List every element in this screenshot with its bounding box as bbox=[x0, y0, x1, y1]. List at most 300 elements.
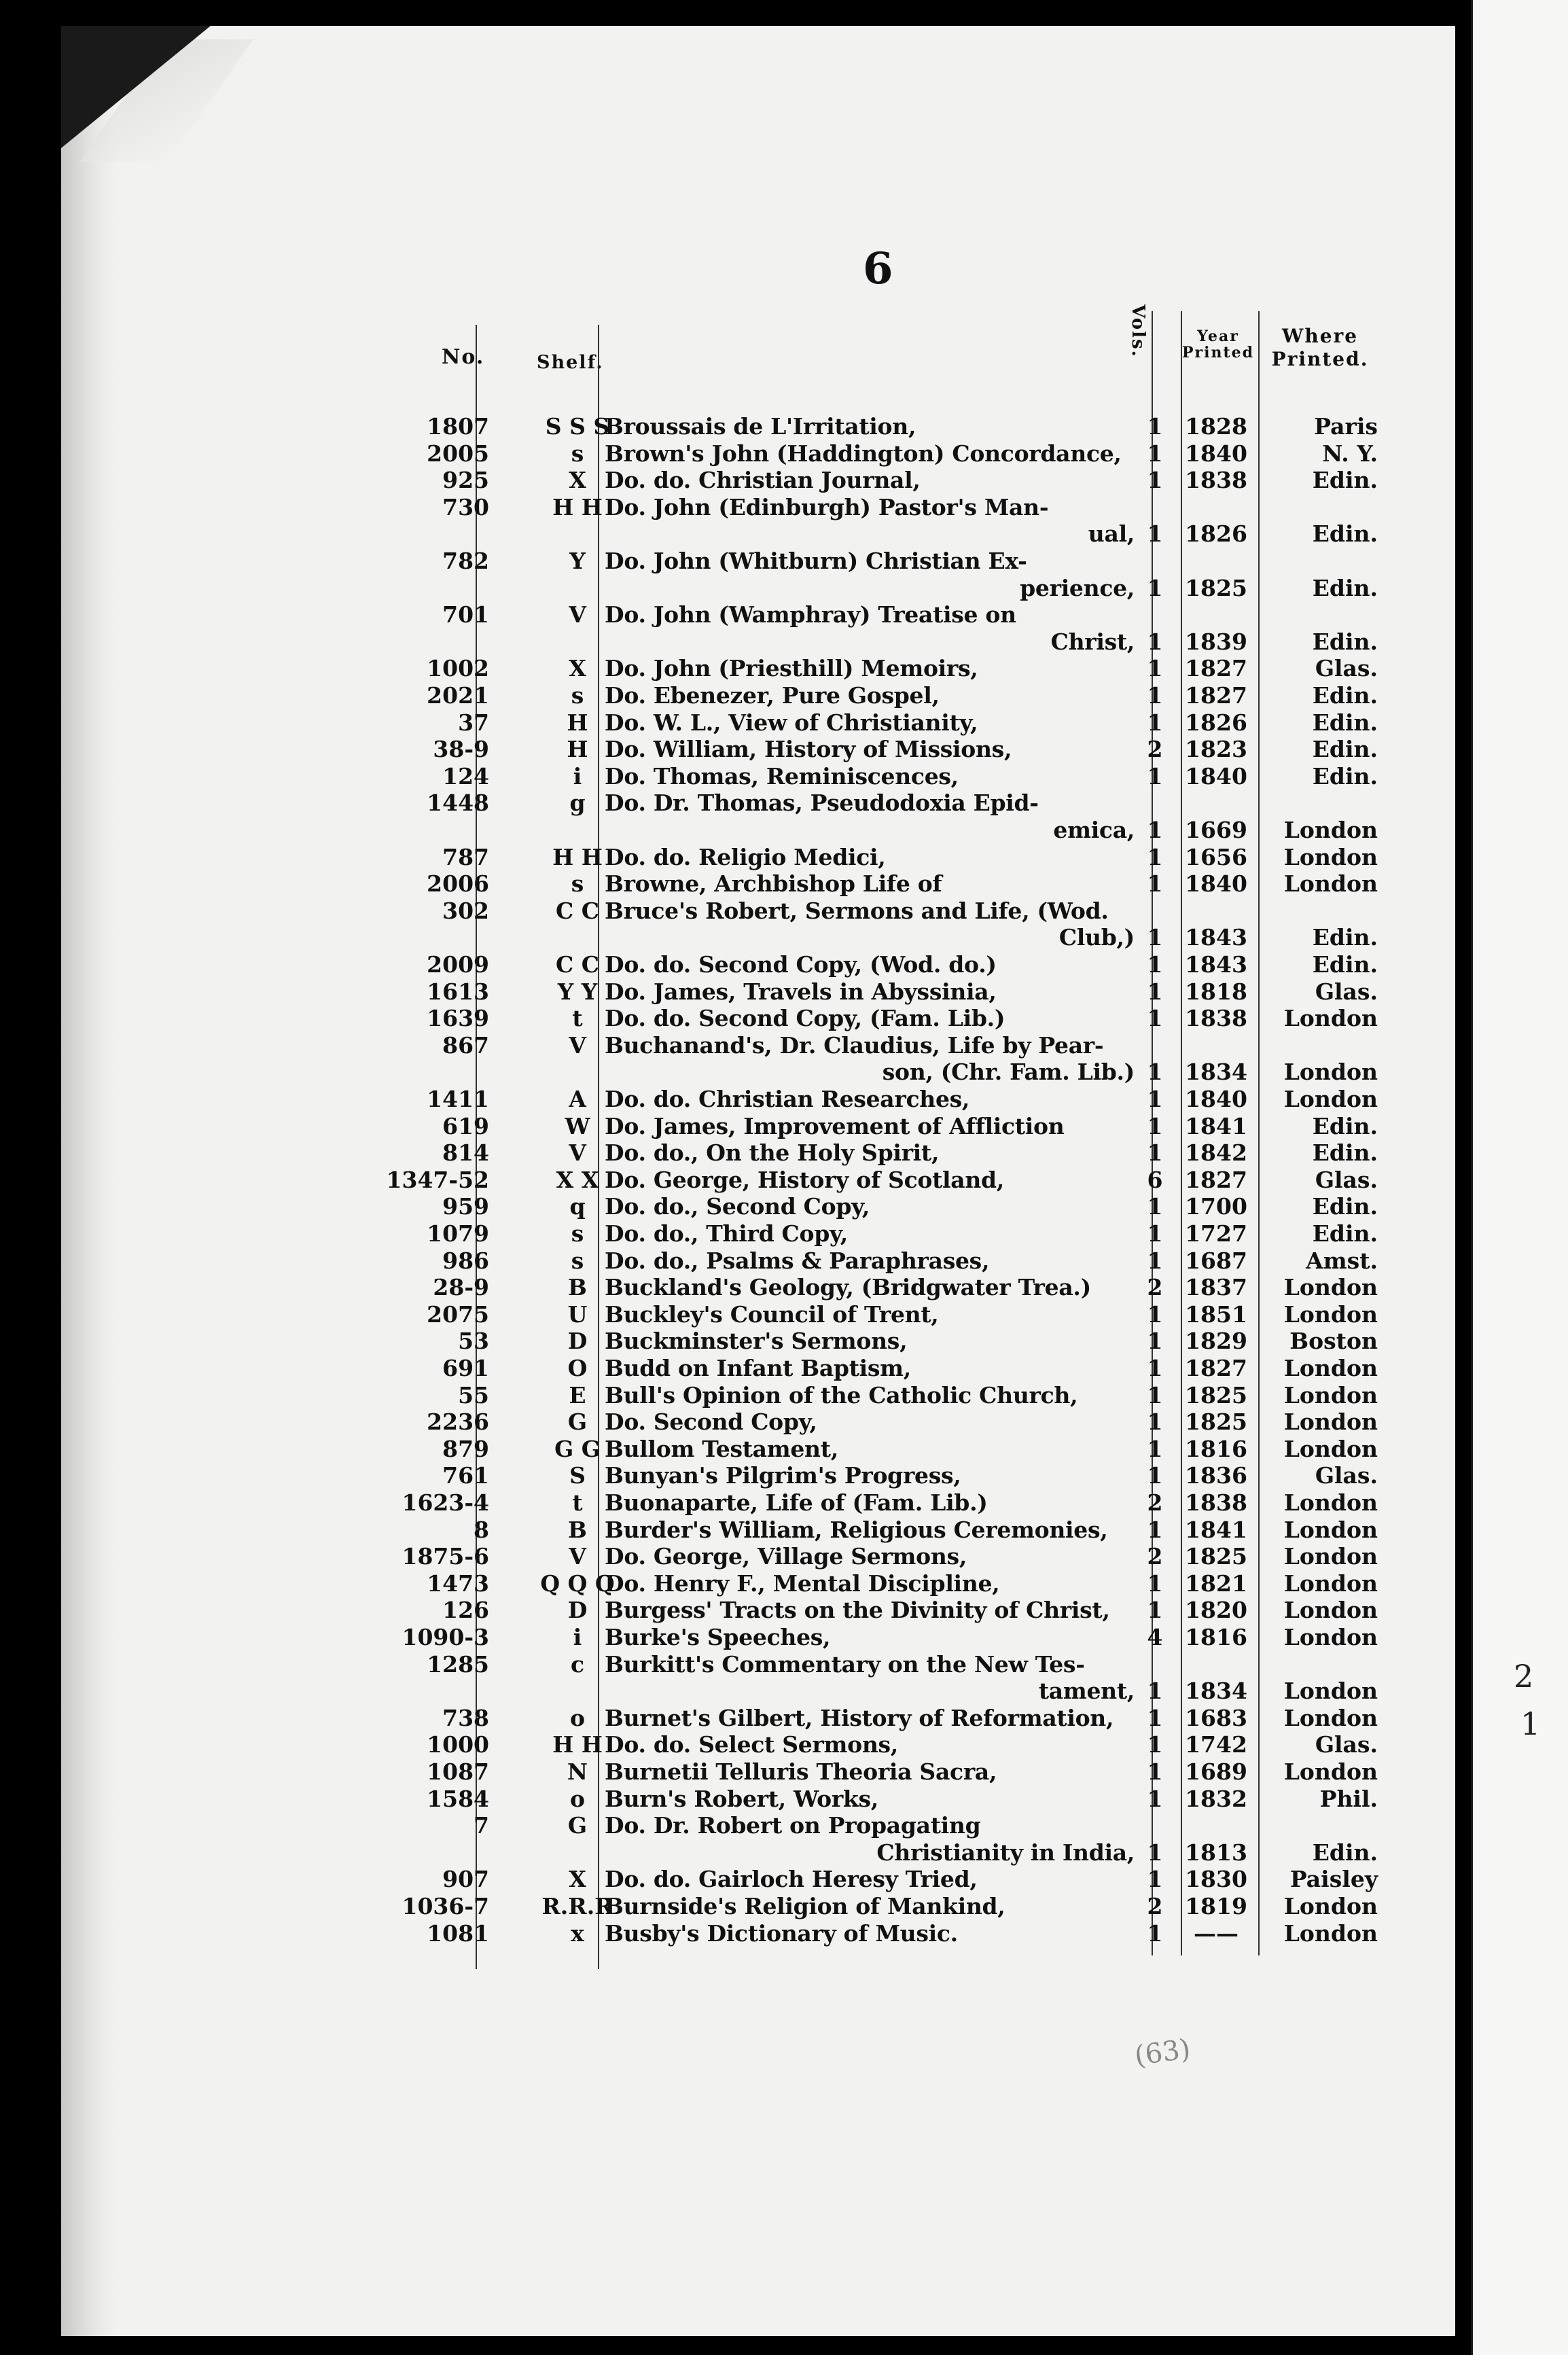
table-row bbox=[61, 1517, 1406, 1544]
shelf-mark: Q Q Q bbox=[540, 1570, 615, 1597]
place-printed: Edin. bbox=[1312, 467, 1378, 494]
shelf-mark: U bbox=[567, 1300, 588, 1328]
table-row bbox=[61, 898, 1406, 925]
entry-title: Do. John (Edinburgh) Pastor's Man- bbox=[605, 493, 1049, 520]
entry-number: 55 bbox=[458, 1381, 489, 1409]
year-printed: 1700 bbox=[1185, 1193, 1247, 1220]
entry-title: Do. Thomas, Reminiscences, bbox=[605, 762, 959, 790]
place-printed: Phil. bbox=[1319, 1785, 1378, 1812]
table-row bbox=[61, 1409, 1406, 1436]
year-printed: 1834 bbox=[1185, 1059, 1247, 1086]
table-row bbox=[61, 1597, 1406, 1624]
place-printed: Boston bbox=[1289, 1328, 1378, 1355]
place-printed: Edin. bbox=[1312, 1220, 1378, 1247]
entry-number: 1639 bbox=[427, 1005, 489, 1032]
volume-count: 1 bbox=[1147, 1139, 1163, 1167]
year-printed: 1821 bbox=[1185, 1570, 1247, 1597]
place-printed: London bbox=[1283, 1893, 1378, 1919]
place-printed: Edin. bbox=[1312, 924, 1378, 951]
entry-number: 782 bbox=[442, 548, 489, 574]
entry-title: Do. James, Improvement of Affliction bbox=[605, 1112, 1065, 1139]
entry-title: Buchanand's, Dr. Claudius, Life by Pear- bbox=[605, 1031, 1104, 1059]
year-printed: 1827 bbox=[1185, 1355, 1247, 1381]
shelf-mark: E bbox=[569, 1381, 586, 1409]
volume-count: 1 bbox=[1147, 762, 1163, 790]
place-printed: Glas. bbox=[1315, 1462, 1378, 1489]
volume-count: 1 bbox=[1147, 1247, 1163, 1274]
entry-title: Broussais de L'Irritation, bbox=[605, 413, 916, 440]
place-printed: Paris bbox=[1314, 413, 1378, 440]
table-row bbox=[61, 1570, 1406, 1597]
shelf-mark: S bbox=[569, 1462, 586, 1489]
year-printed: 1839 bbox=[1185, 628, 1247, 655]
entry-number: 879 bbox=[442, 1435, 489, 1462]
year-printed: —— bbox=[1194, 1919, 1239, 1947]
place-printed: N. Y. bbox=[1322, 440, 1378, 467]
place-printed: London bbox=[1283, 1409, 1378, 1436]
entry-title: Burnetii Telluris Theoria Sacra, bbox=[605, 1758, 997, 1785]
table-row bbox=[61, 575, 1406, 602]
table-row bbox=[61, 1920, 1406, 1947]
header-year: Year Printed bbox=[1181, 327, 1255, 361]
entry-title: Do. Henry F., Mental Discipline, bbox=[605, 1570, 1000, 1597]
place-printed: Edin. bbox=[1312, 736, 1378, 763]
volume-count: 1 bbox=[1147, 709, 1163, 736]
table-row bbox=[61, 1705, 1406, 1732]
volume-count: 1 bbox=[1147, 1704, 1163, 1731]
entry-number: 730 bbox=[442, 493, 489, 520]
shelf-mark: S S S bbox=[545, 413, 610, 440]
table-row bbox=[61, 790, 1406, 817]
table-row bbox=[61, 1301, 1406, 1328]
shelf-mark: s bbox=[571, 682, 584, 709]
volume-count: 1 bbox=[1147, 1086, 1163, 1112]
entry-title: Burgess' Tracts on the Divinity of Christ, bbox=[605, 1597, 1110, 1624]
volume-count: 1 bbox=[1147, 1597, 1163, 1624]
shelf-mark: X X bbox=[556, 1166, 599, 1193]
year-printed: 1742 bbox=[1185, 1731, 1247, 1758]
place-printed: Glas. bbox=[1315, 1166, 1378, 1193]
year-printed: 1840 bbox=[1185, 440, 1247, 467]
shelf-mark: H H bbox=[552, 843, 603, 870]
entry-title: Do. John (Priesthill) Memoirs, bbox=[605, 655, 978, 682]
year-printed: 1727 bbox=[1185, 1220, 1247, 1247]
year-printed: 1825 bbox=[1185, 574, 1247, 601]
table-row bbox=[61, 978, 1406, 1006]
place-printed: London bbox=[1283, 1624, 1378, 1650]
volume-count: 1 bbox=[1147, 1328, 1163, 1355]
table-row bbox=[61, 1355, 1406, 1382]
entry-title: Bullom Testament, bbox=[605, 1435, 838, 1462]
entry-number: 28-9 bbox=[433, 1274, 489, 1301]
place-printed: London bbox=[1283, 1543, 1378, 1570]
shelf-mark: t bbox=[572, 1005, 583, 1032]
table-row bbox=[61, 1220, 1406, 1247]
entry-number: 814 bbox=[442, 1139, 489, 1167]
volume-count: 1 bbox=[1147, 1381, 1163, 1409]
shelf-mark: V bbox=[569, 601, 586, 628]
entry-title: son, (Chr. Fam. Lib.) bbox=[882, 1059, 1135, 1086]
shelf-mark: s bbox=[571, 1247, 584, 1274]
year-printed: 1843 bbox=[1185, 951, 1247, 978]
volume-count: 1 bbox=[1147, 817, 1163, 843]
table-row bbox=[61, 628, 1406, 656]
volume-count: 1 bbox=[1147, 574, 1163, 601]
year-printed: 1843 bbox=[1185, 924, 1247, 951]
shelf-mark: s bbox=[571, 1220, 584, 1247]
place-printed: London bbox=[1283, 1919, 1378, 1947]
shelf-mark: R.R.R bbox=[541, 1893, 613, 1919]
table-row bbox=[61, 1462, 1406, 1489]
table-row bbox=[61, 494, 1406, 521]
place-printed: Edin. bbox=[1312, 628, 1378, 655]
year-printed: 1834 bbox=[1185, 1678, 1247, 1705]
volume-count: 1 bbox=[1147, 1193, 1163, 1220]
shelf-mark: V bbox=[569, 1139, 586, 1167]
place-printed: London bbox=[1283, 1086, 1378, 1112]
year-printed: 1842 bbox=[1185, 1139, 1247, 1167]
shelf-mark: B bbox=[568, 1274, 587, 1301]
volume-count: 1 bbox=[1147, 1731, 1163, 1758]
entry-title: Do. do. Christian Journal, bbox=[605, 467, 921, 494]
entry-number: 1875-6 bbox=[402, 1543, 489, 1570]
entry-title: Do. George, Village Sermons, bbox=[605, 1543, 967, 1570]
table-row bbox=[61, 1758, 1406, 1786]
table-row bbox=[61, 817, 1406, 844]
table-row bbox=[61, 1086, 1406, 1113]
volume-count: 1 bbox=[1147, 1462, 1163, 1489]
year-printed: 1820 bbox=[1185, 1597, 1247, 1624]
shelf-mark: D bbox=[567, 1597, 588, 1624]
entry-title: Budd on Infant Baptism, bbox=[605, 1355, 911, 1381]
entry-title: Do. do. Select Sermons, bbox=[605, 1731, 898, 1758]
volume-count: 1 bbox=[1147, 843, 1163, 870]
entry-number: 37 bbox=[458, 709, 489, 736]
header-where: Where Printed. bbox=[1271, 325, 1369, 370]
place-printed: London bbox=[1283, 1570, 1378, 1597]
entry-number: 1411 bbox=[427, 1086, 489, 1112]
place-printed: Edin. bbox=[1312, 1839, 1378, 1866]
shelf-mark: N bbox=[567, 1758, 588, 1785]
table-row bbox=[61, 1005, 1406, 1032]
entry-title: Buckland's Geology, (Bridgwater Trea.) bbox=[605, 1274, 1091, 1301]
year-printed: 1826 bbox=[1185, 709, 1247, 736]
shelf-mark: B bbox=[568, 1516, 587, 1543]
volume-count: 1 bbox=[1147, 1112, 1163, 1139]
volume-count: 2 bbox=[1147, 1893, 1163, 1919]
entry-title: Do. James, Travels in Abyssinia, bbox=[605, 978, 997, 1005]
table-row bbox=[61, 1786, 1406, 1813]
volume-count: 1 bbox=[1147, 440, 1163, 467]
shelf-mark: x bbox=[571, 1919, 584, 1947]
entry-number: 2009 bbox=[427, 951, 489, 978]
year-printed: 1841 bbox=[1185, 1516, 1247, 1543]
year-printed: 1813 bbox=[1185, 1839, 1247, 1866]
table-row bbox=[61, 1893, 1406, 1920]
page-number: 6 bbox=[863, 243, 893, 294]
shelf-mark: C C bbox=[555, 951, 600, 978]
place-printed: Edin. bbox=[1312, 574, 1378, 601]
volume-count: 1 bbox=[1147, 1409, 1163, 1436]
entry-number: 1623-4 bbox=[402, 1489, 489, 1516]
place-printed: Glas. bbox=[1315, 1731, 1378, 1758]
entry-number: 38-9 bbox=[433, 736, 489, 763]
header-vols: Vols. bbox=[1128, 304, 1148, 358]
shelf-mark: H bbox=[567, 736, 588, 763]
place-printed: London bbox=[1283, 1300, 1378, 1328]
volume-count: 1 bbox=[1147, 1005, 1163, 1032]
entry-title: Christ, bbox=[1050, 628, 1135, 655]
entry-title: Burkitt's Commentary on the New Tes- bbox=[605, 1650, 1085, 1678]
volume-count: 1 bbox=[1147, 1785, 1163, 1812]
entry-title: Do. do., Psalms & Paraphrases, bbox=[605, 1247, 990, 1274]
entry-title: Do. Dr. Robert on Propagating bbox=[605, 1812, 981, 1839]
entry-number: 126 bbox=[442, 1597, 489, 1624]
table-row bbox=[61, 844, 1406, 871]
volume-count: 1 bbox=[1147, 682, 1163, 709]
volume-count: 1 bbox=[1147, 1758, 1163, 1785]
table-row bbox=[61, 1193, 1406, 1220]
entry-number: 1448 bbox=[427, 790, 489, 817]
entry-title: Do. do. Second Copy, (Fam. Lib.) bbox=[605, 1005, 1005, 1032]
entry-title: Do. Ebenezer, Pure Gospel, bbox=[605, 682, 940, 709]
place-printed: Edin. bbox=[1312, 1139, 1378, 1167]
place-printed: Edin. bbox=[1312, 709, 1378, 736]
year-printed: 1836 bbox=[1185, 1462, 1247, 1489]
volume-count: 2 bbox=[1147, 1274, 1163, 1301]
entry-number: 691 bbox=[442, 1355, 489, 1381]
entry-title: Do. do. Second Copy, (Wod. do.) bbox=[605, 951, 997, 978]
table-row bbox=[61, 1274, 1406, 1301]
shelf-mark: G bbox=[567, 1812, 588, 1839]
volume-count: 1 bbox=[1147, 1516, 1163, 1543]
shelf-mark: o bbox=[569, 1704, 585, 1731]
volume-count: 1 bbox=[1147, 467, 1163, 494]
place-printed: London bbox=[1283, 1381, 1378, 1409]
entry-number: 2236 bbox=[427, 1409, 489, 1436]
place-printed: Edin. bbox=[1312, 682, 1378, 709]
volume-count: 1 bbox=[1147, 1059, 1163, 1086]
year-printed: 1826 bbox=[1185, 520, 1247, 548]
shelf-mark: s bbox=[571, 440, 584, 467]
entry-title: Christianity in India, bbox=[876, 1839, 1135, 1866]
document-page bbox=[61, 26, 1455, 2336]
volume-count: 2 bbox=[1147, 736, 1163, 763]
shelf-mark: W bbox=[565, 1112, 590, 1139]
table-row bbox=[61, 1839, 1406, 1866]
place-printed: London bbox=[1283, 817, 1378, 843]
table-row bbox=[61, 413, 1406, 440]
volume-count: 1 bbox=[1147, 628, 1163, 655]
table-row bbox=[61, 1489, 1406, 1517]
table-row bbox=[61, 1812, 1406, 1839]
entry-number: 761 bbox=[442, 1462, 489, 1489]
table-row bbox=[61, 1247, 1406, 1275]
entry-title: Bruce's Robert, Sermons and Life, (Wod. bbox=[605, 897, 1109, 924]
entry-title: Buonaparte, Life of (Fam. Lib.) bbox=[605, 1489, 988, 1516]
shelf-mark: s bbox=[571, 870, 584, 898]
entry-title: Do. John (Whitburn) Christian Ex- bbox=[605, 548, 1027, 574]
edge-mark: 1 bbox=[1520, 1705, 1541, 1742]
volume-count: 1 bbox=[1147, 1435, 1163, 1462]
shelf-mark: H H bbox=[552, 1731, 603, 1758]
volume-count: 1 bbox=[1147, 1355, 1163, 1381]
place-printed: London bbox=[1283, 1059, 1378, 1086]
margin-note: (63) bbox=[1133, 2033, 1192, 2072]
entry-title: tament, bbox=[1038, 1678, 1135, 1705]
shelf-mark: t bbox=[572, 1489, 583, 1516]
table-row bbox=[61, 924, 1406, 951]
entry-number: 1002 bbox=[427, 655, 489, 682]
entry-title: Bull's Opinion of the Catholic Church, bbox=[605, 1381, 1078, 1409]
shelf-mark: D bbox=[567, 1328, 588, 1355]
year-printed: 1823 bbox=[1185, 736, 1247, 763]
volume-count: 1 bbox=[1147, 1866, 1163, 1893]
entry-title: Burder's William, Religious Ceremonies, bbox=[605, 1516, 1108, 1543]
year-printed: 1669 bbox=[1185, 817, 1247, 843]
year-printed: 1819 bbox=[1185, 1893, 1247, 1919]
place-printed: Edin. bbox=[1312, 1112, 1378, 1139]
place-printed: London bbox=[1283, 1597, 1378, 1624]
year-printed: 1840 bbox=[1185, 870, 1247, 898]
volume-count: 4 bbox=[1147, 1624, 1163, 1650]
entry-title: Do. John (Wamphray) Treatise on bbox=[605, 601, 1016, 628]
entry-number: 959 bbox=[442, 1193, 489, 1220]
entry-number: 7 bbox=[474, 1812, 489, 1839]
entry-number: 738 bbox=[442, 1704, 489, 1731]
year-printed: 1827 bbox=[1185, 655, 1247, 682]
entry-number: 53 bbox=[458, 1328, 489, 1355]
entry-number: 1036-7 bbox=[402, 1893, 489, 1919]
entry-number: 1000 bbox=[427, 1731, 489, 1758]
volume-count: 1 bbox=[1147, 1839, 1163, 1866]
shelf-mark: V bbox=[569, 1543, 586, 1570]
entry-number: 787 bbox=[442, 843, 489, 870]
volume-count: 6 bbox=[1147, 1166, 1163, 1193]
place-printed: London bbox=[1283, 1435, 1378, 1462]
year-printed: 1830 bbox=[1185, 1866, 1247, 1893]
volume-count: 1 bbox=[1147, 978, 1163, 1005]
shelf-mark: c bbox=[570, 1650, 585, 1678]
entry-title: emica, bbox=[1053, 817, 1135, 843]
volume-count: 2 bbox=[1147, 1543, 1163, 1570]
place-printed: London bbox=[1283, 1758, 1378, 1785]
year-printed: 1829 bbox=[1185, 1328, 1247, 1355]
table-row bbox=[61, 870, 1406, 898]
entry-number: 925 bbox=[442, 467, 489, 494]
volume-count: 1 bbox=[1147, 1919, 1163, 1947]
place-printed: London bbox=[1283, 1516, 1378, 1543]
year-printed: 1687 bbox=[1185, 1247, 1247, 1274]
entry-title: Burnet's Gilbert, History of Reformation, bbox=[605, 1704, 1114, 1731]
place-printed: London bbox=[1283, 1704, 1378, 1731]
year-printed: 1689 bbox=[1185, 1758, 1247, 1785]
shelf-mark: X bbox=[569, 655, 586, 682]
place-printed: Glas. bbox=[1315, 978, 1378, 1005]
year-printed: 1827 bbox=[1185, 1166, 1247, 1193]
table-row bbox=[61, 655, 1406, 682]
place-printed: Edin. bbox=[1312, 762, 1378, 790]
table-row bbox=[61, 1328, 1406, 1355]
year-printed: 1816 bbox=[1185, 1624, 1247, 1650]
entry-number: 8 bbox=[474, 1516, 489, 1543]
volume-count: 1 bbox=[1147, 1570, 1163, 1597]
entry-title: Club,) bbox=[1058, 924, 1135, 951]
volume-count: 1 bbox=[1147, 870, 1163, 898]
volume-count: 1 bbox=[1147, 1220, 1163, 1247]
year-printed: 1683 bbox=[1185, 1704, 1247, 1731]
volume-count: 1 bbox=[1147, 1300, 1163, 1328]
entry-number: 1090-3 bbox=[402, 1624, 489, 1650]
entry-number: 1081 bbox=[427, 1919, 489, 1947]
year-printed: 1838 bbox=[1185, 1005, 1247, 1032]
entry-number: 907 bbox=[442, 1866, 489, 1893]
place-printed: London bbox=[1283, 870, 1378, 898]
header-shelf: Shelf. bbox=[537, 352, 604, 373]
entry-title: Do. George, History of Scotland, bbox=[605, 1166, 1004, 1193]
shelf-mark: X bbox=[569, 1866, 586, 1893]
entry-number: 302 bbox=[442, 897, 489, 924]
entry-title: Do. W. L., View of Christianity, bbox=[605, 709, 978, 736]
entry-title: Do. Dr. Thomas, Pseudodoxia Epid- bbox=[605, 790, 1039, 817]
table-row bbox=[61, 548, 1406, 575]
entry-number: 1087 bbox=[427, 1758, 489, 1785]
place-printed: London bbox=[1283, 1274, 1378, 1301]
place-printed: Paisley bbox=[1289, 1866, 1378, 1893]
shelf-mark: X bbox=[569, 467, 586, 494]
entry-number: 2005 bbox=[427, 440, 489, 467]
year-printed: 1825 bbox=[1185, 1409, 1247, 1436]
volume-count: 1 bbox=[1147, 655, 1163, 682]
table-row bbox=[61, 601, 1406, 628]
table-row bbox=[61, 763, 1406, 790]
table-row bbox=[61, 1624, 1406, 1651]
table-row bbox=[61, 1059, 1406, 1086]
shelf-mark: O bbox=[567, 1355, 588, 1381]
table-row bbox=[61, 1139, 1406, 1167]
place-printed: London bbox=[1283, 1489, 1378, 1516]
shelf-mark: V bbox=[569, 1031, 586, 1059]
entry-title: Brown's John (Haddington) Concordance, bbox=[605, 440, 1122, 467]
entry-title: Do. do., On the Holy Spirit, bbox=[605, 1139, 940, 1167]
table-row bbox=[61, 1167, 1406, 1194]
header-no: No. bbox=[442, 345, 485, 369]
year-printed: 1832 bbox=[1185, 1785, 1247, 1812]
shelf-mark: i bbox=[573, 762, 582, 790]
entry-title: Do. do. Religio Medici, bbox=[605, 843, 886, 870]
volume-count: 1 bbox=[1147, 951, 1163, 978]
entry-number: 1079 bbox=[427, 1220, 489, 1247]
entry-number: 1584 bbox=[427, 1785, 489, 1812]
shelf-mark: q bbox=[569, 1193, 586, 1220]
entry-title: Buckley's Council of Trent, bbox=[605, 1300, 939, 1328]
entry-number: 1613 bbox=[427, 978, 489, 1005]
entry-title: Buckminster's Sermons, bbox=[605, 1328, 908, 1355]
volume-count: 1 bbox=[1147, 1678, 1163, 1705]
year-printed: 1837 bbox=[1185, 1274, 1247, 1301]
year-printed: 1840 bbox=[1185, 762, 1247, 790]
table-row bbox=[61, 736, 1406, 763]
table-row bbox=[61, 1382, 1406, 1409]
shelf-mark: C C bbox=[555, 897, 600, 924]
entry-number: 619 bbox=[442, 1112, 489, 1139]
entry-number: 867 bbox=[442, 1031, 489, 1059]
place-printed: London bbox=[1283, 1005, 1378, 1032]
year-printed: 1840 bbox=[1185, 1086, 1247, 1112]
place-printed: London bbox=[1283, 1355, 1378, 1381]
year-printed: 1838 bbox=[1185, 1489, 1247, 1516]
entry-title: Burke's Speeches, bbox=[605, 1624, 831, 1650]
